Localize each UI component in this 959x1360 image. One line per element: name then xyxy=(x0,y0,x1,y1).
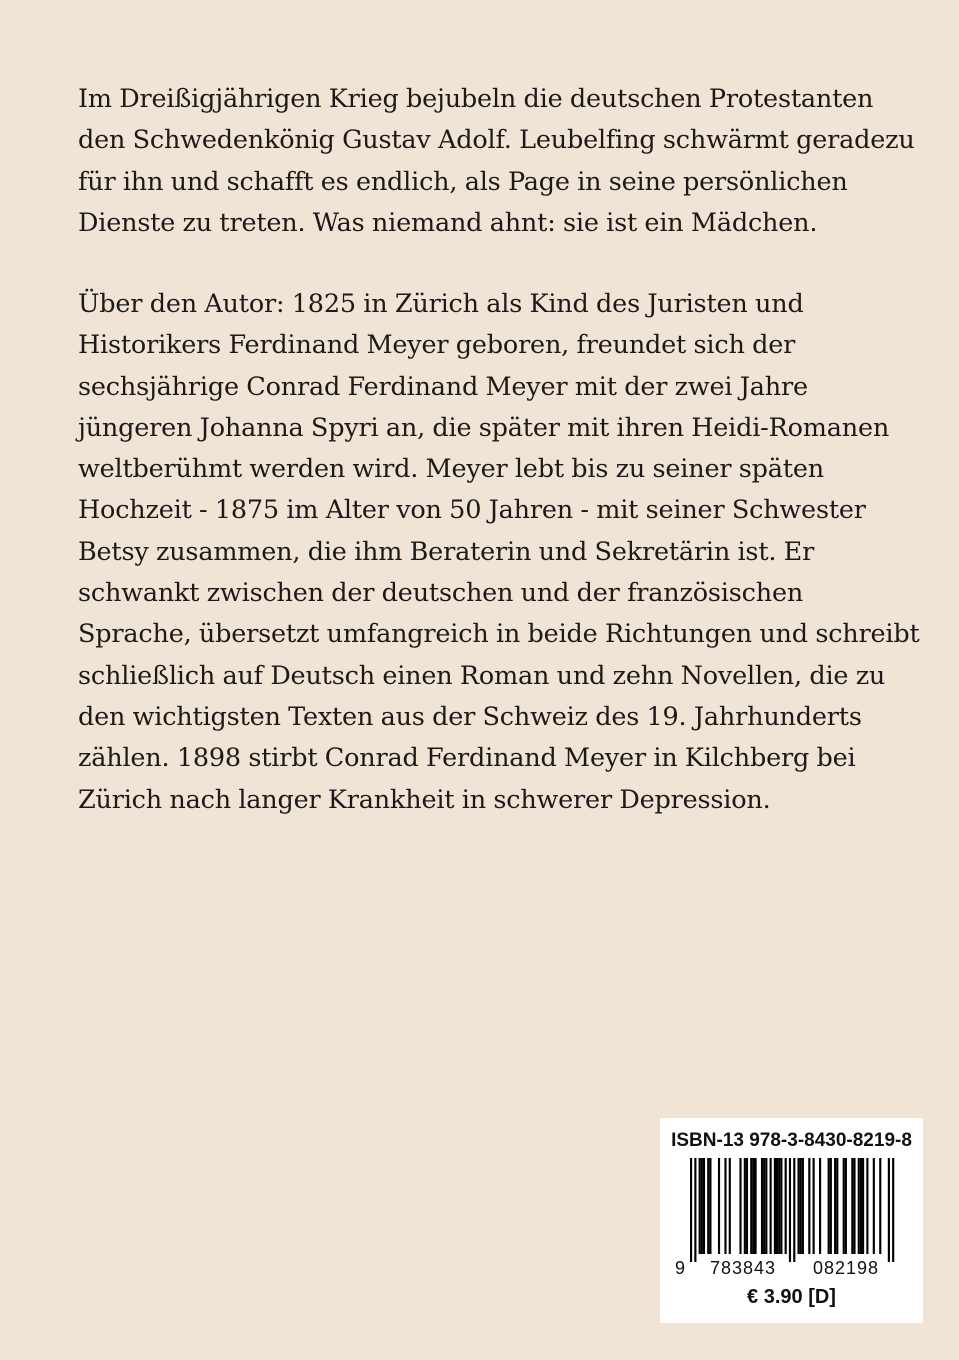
barcode-bar xyxy=(707,1158,709,1254)
barcode xyxy=(676,1158,908,1280)
isbn-barcode-box xyxy=(660,1118,923,1323)
barcode-bar xyxy=(750,1158,752,1254)
barcode-bar xyxy=(830,1158,832,1254)
blurb-line: schwankt zwischen der deutschen und der französischen xyxy=(78,578,804,609)
barcode-digit-first: 9 xyxy=(674,1258,686,1278)
blurb-line: jüngeren Johanna Spyri an, die später mit ihren Heidi-Romanen xyxy=(78,412,890,443)
price-label: € 3.90 [D] xyxy=(747,1286,836,1308)
blurb-line: zählen. 1898 stirbt Conrad Ferdinand Meyer in Kilchberg bei xyxy=(78,743,856,774)
barcode-bar xyxy=(761,1158,763,1254)
barcode-bar xyxy=(798,1158,800,1254)
barcode-bar xyxy=(879,1158,881,1254)
barcode-bar xyxy=(780,1158,782,1254)
barcode-bar xyxy=(701,1158,703,1254)
barcode-bar xyxy=(858,1158,860,1254)
barcode-bar xyxy=(860,1158,862,1254)
barcode-bar xyxy=(699,1158,701,1254)
barcode-bar xyxy=(778,1158,780,1254)
barcode-bar xyxy=(770,1158,772,1254)
barcode-bar xyxy=(866,1158,868,1254)
barcode-bar xyxy=(793,1158,795,1262)
barcode-bar xyxy=(744,1158,746,1254)
barcode-bar xyxy=(819,1158,821,1254)
barcode-bar xyxy=(845,1158,847,1254)
barcode-bar xyxy=(763,1158,765,1254)
barcode-bar xyxy=(851,1158,853,1254)
barcode-bar xyxy=(718,1158,720,1254)
barcode-bar xyxy=(834,1158,836,1254)
barcode-bar xyxy=(755,1158,757,1254)
barcode-bar xyxy=(752,1158,754,1254)
barcode-bar xyxy=(808,1158,810,1254)
blurb-line: für ihn und schafft es endlich, als Page in seine persönlichen xyxy=(78,166,848,197)
barcode-bar xyxy=(888,1158,890,1262)
blurb-line: Dienste zu treten. Was niemand ahnt: sie ist ein Mädchen. xyxy=(78,207,818,238)
barcode-bar xyxy=(774,1158,776,1254)
blurb-line: Sprache, übersetzt umfangreich in beide Richtungen und schreibt xyxy=(78,619,920,650)
blurb-paragraph-story xyxy=(78,79,915,244)
barcode-bar xyxy=(724,1158,726,1254)
blurb-line: den Schwedenkönig Gustav Adolf. Leubelfing schwärmt geradezu xyxy=(78,125,915,156)
barcode-bar xyxy=(690,1158,692,1262)
barcode-digits-left: 783843 xyxy=(709,1258,777,1278)
barcode-bar xyxy=(746,1158,748,1254)
blurb-line: den wichtigsten Texten aus der Schweiz des 19. Jahrhunderts xyxy=(78,701,862,732)
barcode-bar xyxy=(789,1158,791,1262)
barcode-bar xyxy=(828,1158,830,1254)
barcode-digits-right: 082198 xyxy=(812,1258,880,1278)
blurb-line: Historikers Ferdinand Meyer geboren, freundet sich der xyxy=(78,330,796,361)
barcode-bar xyxy=(862,1158,864,1254)
barcode-bar xyxy=(836,1158,838,1254)
isbn-number: ISBN-13 978-3-8430-8219-8 xyxy=(671,1130,912,1151)
barcode-bar xyxy=(694,1158,696,1262)
blurb-line: Betsy zusammen, die ihm Beraterin und Sekretärin ist. Er xyxy=(78,536,815,567)
blurb-paragraph-author xyxy=(78,284,920,821)
barcode-bar xyxy=(802,1158,804,1254)
barcode-bar xyxy=(785,1158,787,1254)
barcode-bar xyxy=(873,1158,875,1254)
blurb-line: schließlich auf Deutsch einen Roman und zehn Novellen, die zu xyxy=(78,660,886,691)
barcode-bar xyxy=(813,1158,815,1254)
barcode-bar xyxy=(843,1158,845,1254)
blurb-line: Hochzeit - 1875 im Alter von 50 Jahren - mit seiner Schwester xyxy=(78,495,866,526)
barcode-bar xyxy=(739,1158,741,1254)
barcode-bars xyxy=(690,1158,894,1262)
barcode-bar xyxy=(703,1158,705,1254)
blurb-line: Über den Autor: 1825 in Zürich als Kind des Juristen und xyxy=(78,289,804,319)
blurb-line: sechsjährige Conrad Ferdinand Meyer mit der zwei Jahre xyxy=(78,371,808,402)
barcode-bar xyxy=(709,1158,711,1254)
barcode-bar xyxy=(800,1158,802,1254)
barcode-bar xyxy=(776,1158,778,1254)
barcode-bar xyxy=(729,1158,731,1254)
blurb-line: Im Dreißigjährigen Krieg bejubeln die deutschen Protestanten xyxy=(78,84,874,114)
blurb-line: Zürich nach langer Krankheit in schwerer Depression. xyxy=(78,784,771,815)
barcode-bar xyxy=(765,1158,767,1254)
blurb-line: weltberühmt werden wird. Meyer lebt bis zu seiner späten xyxy=(78,454,824,485)
barcode-bar xyxy=(853,1158,855,1254)
barcode-bar xyxy=(892,1158,894,1262)
